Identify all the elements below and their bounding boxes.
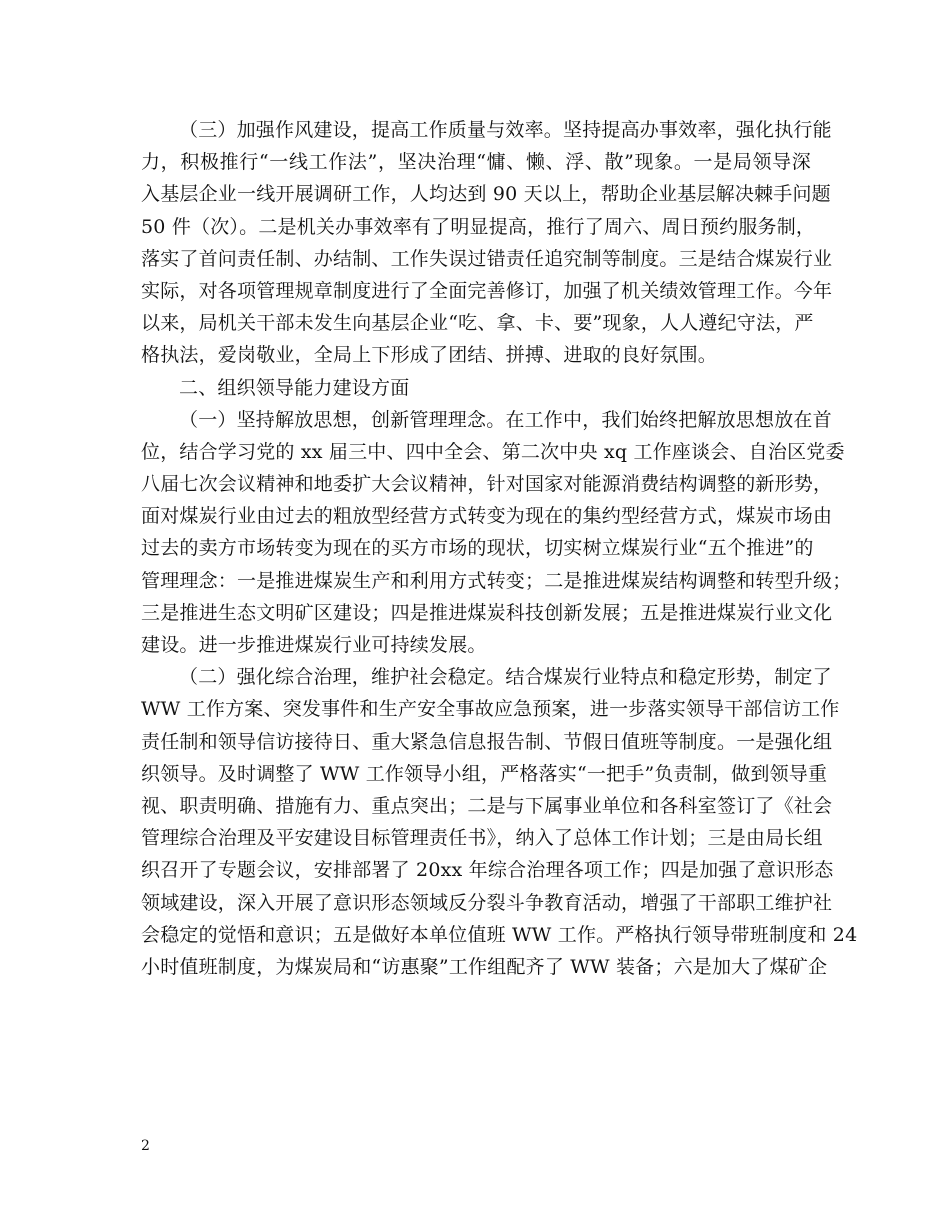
paragraph-line: 责任制和领导信访接待日、重大紧急信息报告制、节假日值班等制度。一是强化组 [141,730,833,753]
paragraph-line: 面对煤炭行业由过去的粗放型经营方式转变为现在的集约型经营方式，煤炭市场由 [141,505,833,528]
paragraph-line: WW 工作方案、突发事件和生产安全事故应急预案，进一步落实领导干部信访工作 [141,698,840,721]
paragraph-line: （二）强化综合治理，维护社会稳定。结合煤炭行业特点和稳定形势，制定了 [179,666,832,689]
paragraph-line: 管理理念：一是推进煤炭生产和利用方式转变；二是推进煤炭结构调整和转型升级； [141,569,852,592]
paragraph-line: 八届七次会议精神和地委扩大会议精神，针对国家对能源消费结构调整的新形势， [141,473,833,496]
paragraph-line: （三）加强作风建设，提高工作质量与效率。坚持提高办事效率，强化执行能 [179,119,832,141]
paragraph-line: 织领导。及时调整了 WW 工作领导小组，严格落实“一把手”负责制，做到领导重 [141,762,828,785]
paragraph-line: 入基层企业一线开展调研工作，人均达到 90 天以上，帮助企业基层解决棘手问题 [141,183,831,206]
paragraph-line: 织召开了专题会议，安排部署了 20xx 年综合治理各项工作；四是加强了意识形态 [141,859,834,882]
paragraph-line: 实际，对各项管理规章制度进行了全面完善修订，加强了机关绩效管理工作。今年 [141,279,833,302]
paragraph-line: 领域建设，深入开展了意识形态领域反分裂斗争教育活动，增强了干部职工维护社 [141,891,833,914]
section-heading: 二、组织领导能力建设方面 [179,376,410,399]
paragraph-line: 力，积极推行“一线工作法”，坚决治理“慵、懒、浮、散”现象。一是局领导深 [141,151,811,174]
paragraph-line: 会稳定的觉悟和意识；五是做好本单位值班 WW 工作。严格执行领导带班制度和 24 [141,923,858,946]
document-body [141,114,858,983]
paragraph-line: 三是推进生态文明矿区建设；四是推进煤炭科技创新发展；五是推进煤炭行业文化 [141,601,833,624]
paragraph-line: 管理综合治理及平安建设目标管理责任书》，纳入了总体工作计划；三是由局长组 [141,827,823,850]
paragraph-line: 以来，局机关干部未发生向基层企业“吃、拿、卡、要”现象，人人遵纪守法，严 [141,312,814,335]
paragraph-line: 过去的卖方市场转变为现在的买方市场的现状，切实树立煤炭行业“五个推进”的 [141,537,814,560]
paragraph-line: 小时值班制度，为煤炭局和“访惠聚”工作组配齐了 WW 装备；六是加大了煤矿企 [141,955,828,978]
paragraph-line: 50 件（次）。二是机关办事效率有了明显提高，推行了周六、周日预约服务制， [141,215,816,238]
page-number: 2 [141,1138,150,1154]
paragraph-line: 格执法，爱岗敬业，全局上下形成了团结、拼搏、进取的良好氛围。 [141,344,718,367]
paragraph-line: 建设。进一步推进煤炭行业可持续发展。 [141,634,487,656]
paragraph-line: 位，结合学习党的 xx 届三中、四中全会、第二次中央 xq 工作座谈会、自治区党委 [141,440,845,463]
paragraph-line: 视、职责明确、措施有力、重点突出；二是与下属事业单位和各科室签订了《社会 [141,794,833,817]
paragraph-line: （一）坚持解放思想，创新管理理念。在工作中，我们始终把解放思想放在首 [179,408,832,431]
paragraph-line: 落实了首问责任制、办结制、工作失误过错责任追究制等制度。三是结合煤炭行业 [141,247,833,270]
